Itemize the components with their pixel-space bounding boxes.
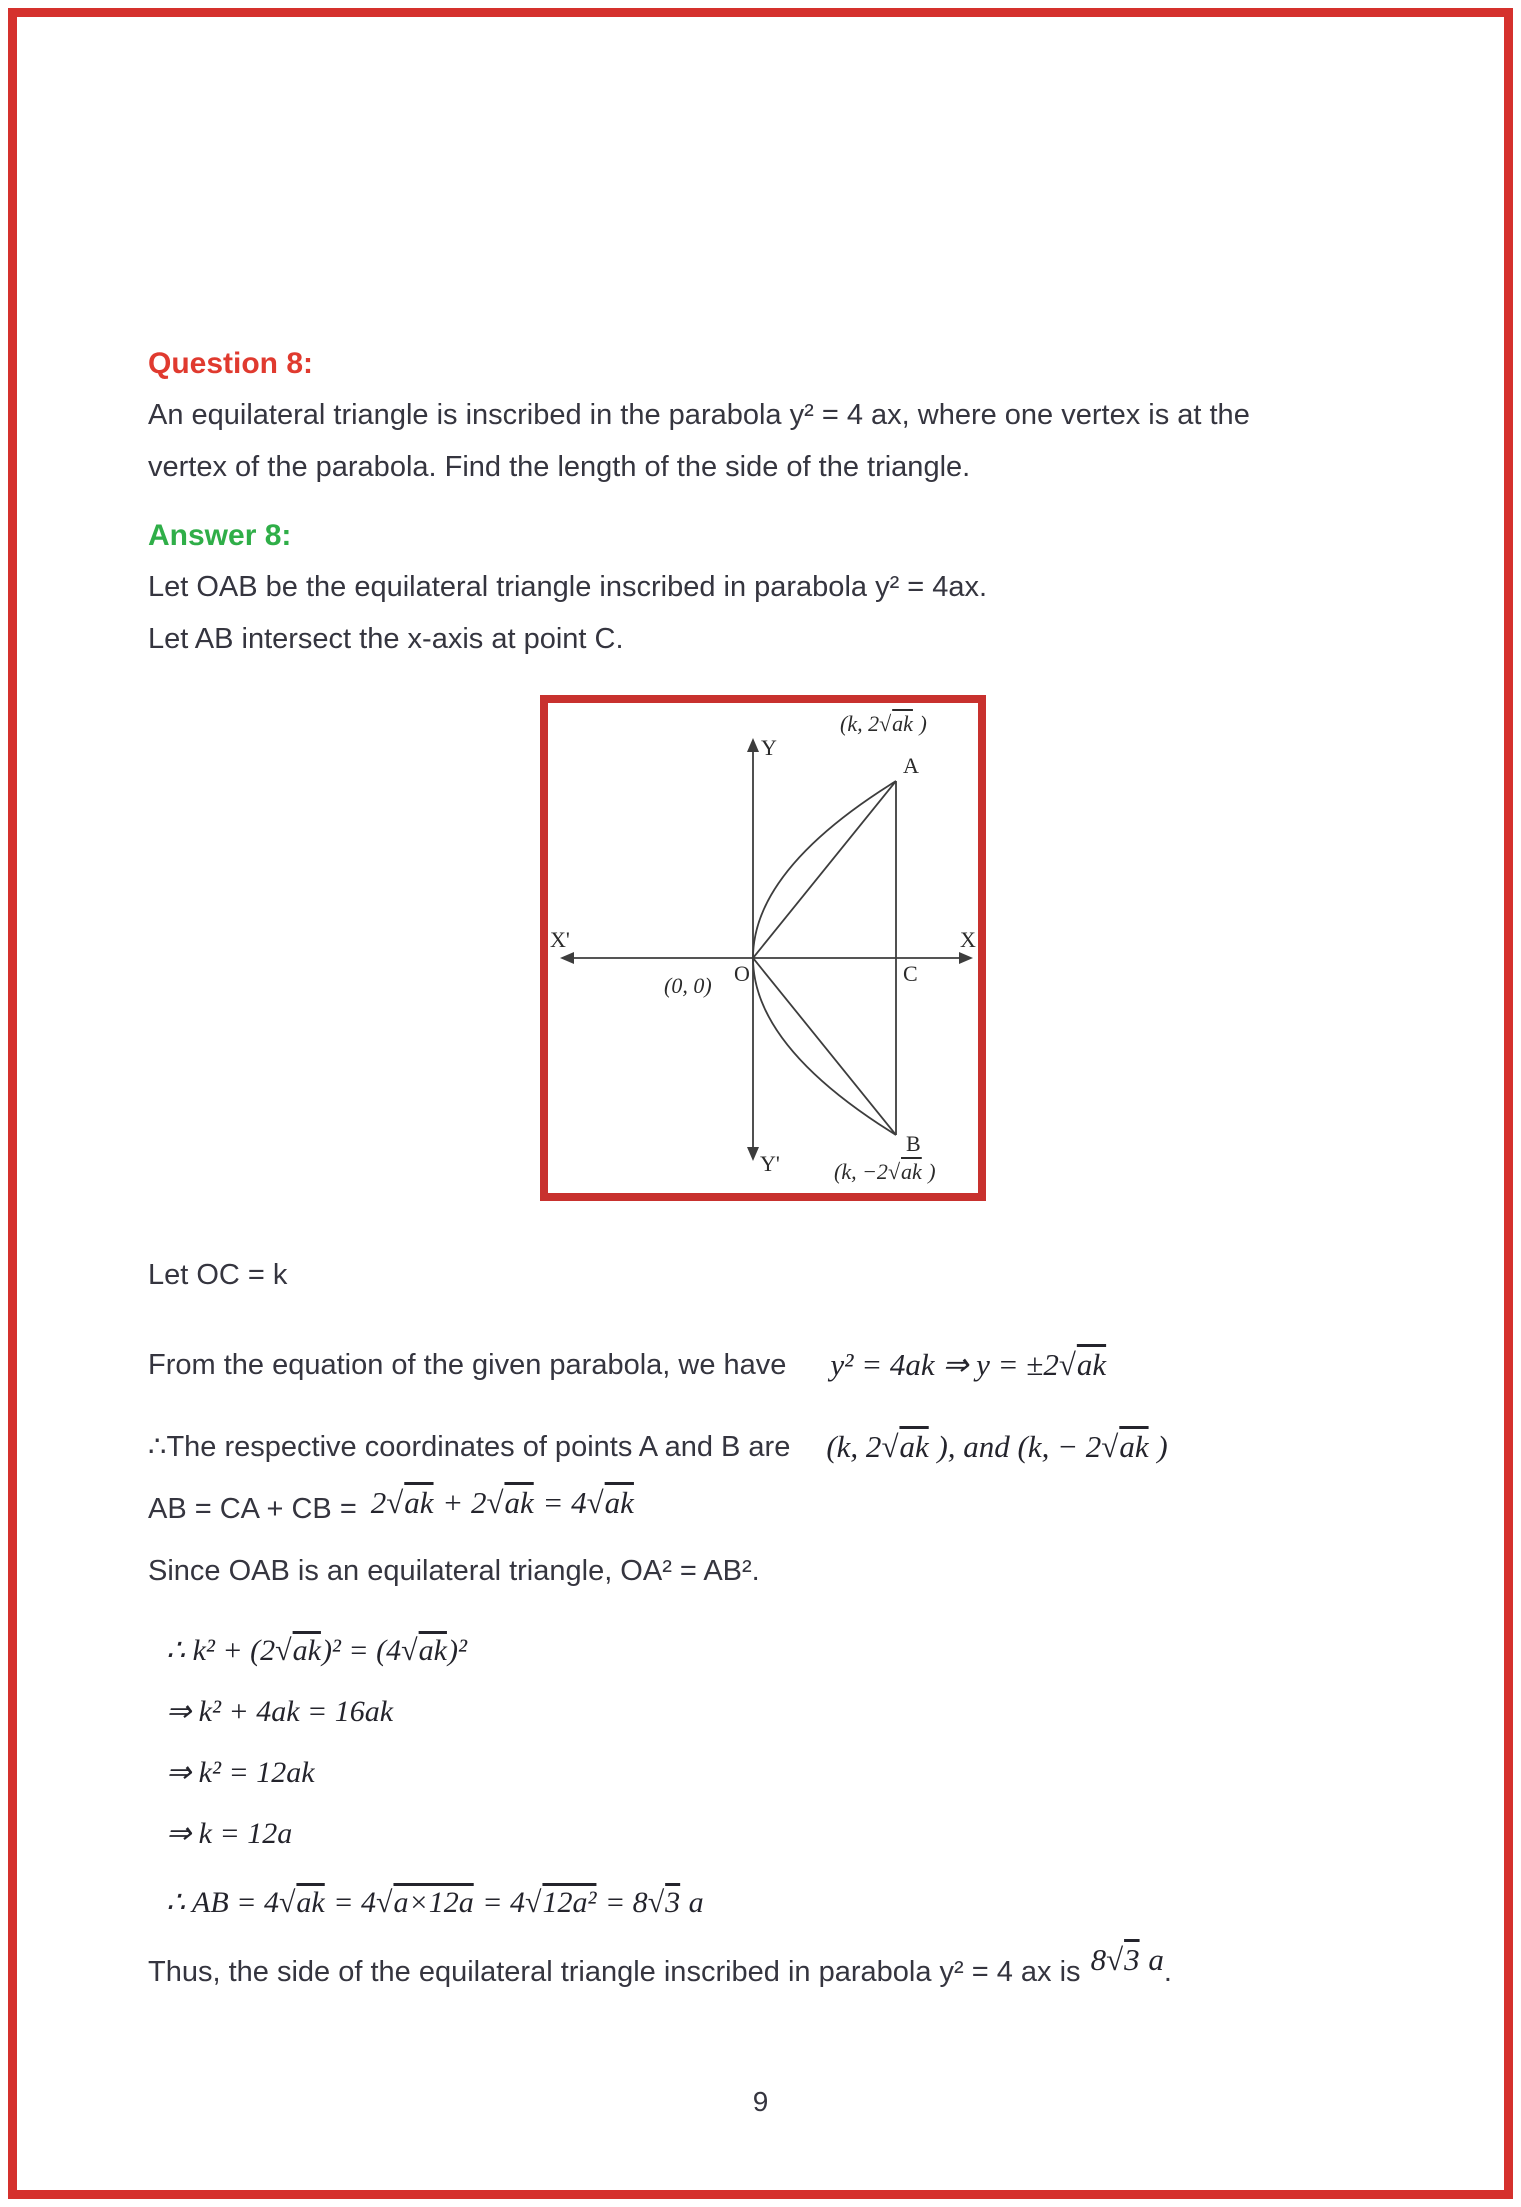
question-text-line2: vertex of the parabola. Find the length of the side of the triangle.	[148, 451, 971, 483]
conclusion-text: Thus, the side of the equilateral triangle inscribed in parabola y² = 4 ax is	[148, 1956, 1081, 1988]
derivation-steps	[148, 1633, 1378, 1920]
derivation-step: ∴ k² + (2√ak)² = (4√ak)²	[166, 1634, 467, 1667]
question-label: Question 8:	[148, 347, 314, 380]
origin-label: O	[734, 961, 750, 986]
x-left-arrowhead-icon	[560, 952, 574, 964]
conclusion-math: 8√3 a	[1090, 1942, 1164, 1977]
derivation-step: ⇒ k² + 4ak = 16ak	[166, 1695, 394, 1728]
derivation-step: ⇒ k² = 12ak	[166, 1756, 315, 1789]
point-b-coordinates-label: (k, −2√ak )	[834, 1159, 936, 1184]
let-oc-text: Let OC = k	[148, 1259, 288, 1291]
parabola-figure	[540, 695, 986, 1201]
y-bottom-arrowhead-icon	[747, 1147, 759, 1161]
point-b-label: B	[906, 1131, 921, 1156]
y-axis-label: Y	[761, 735, 777, 760]
point-c-label: C	[903, 961, 918, 986]
derivation-step: ∴ AB = 4√ak = 4√a×12a = 4√12a² = 8√3 a	[166, 1886, 704, 1919]
page-content	[17, 17, 1504, 1998]
triangle-side-oa	[753, 781, 896, 958]
coordinates-text: ∴The respective coordinates of points A and B are	[148, 1431, 791, 1463]
conclusion-period: .	[1163, 1956, 1172, 1988]
ab-length-text: AB = CA + CB =	[148, 1493, 357, 1525]
answer-label: Answer 8:	[148, 519, 292, 552]
triangle-side-ob	[753, 958, 896, 1135]
ab-length-math: 2√ak + 2√ak = 4√ak	[370, 1485, 634, 1520]
ab-length-row	[148, 1483, 1378, 1535]
origin-coordinates-label: (0, 0)	[664, 973, 712, 998]
document-page	[8, 8, 1513, 2199]
y-top-arrowhead-icon	[747, 738, 759, 752]
page-number: 9	[752, 2086, 769, 2117]
point-a-coordinates-label: (k, 2√ak )	[840, 711, 927, 736]
x-prime-axis-label: X'	[550, 927, 570, 952]
question-text-line1: An equilateral triangle is inscribed in the parabola y² = 4 ax, where one vertex is at the	[148, 399, 1250, 431]
from-equation-row	[148, 1339, 1378, 1391]
x-axis-label: X	[960, 927, 976, 952]
since-equilateral-text: Since OAB is an equilateral triangle, OA² = AB².	[148, 1555, 760, 1587]
coordinates-math: (k, 2√ak ), and (k, − 2√ak )	[826, 1429, 1168, 1464]
from-equation-text: From the equation of the given parabola, we have	[148, 1349, 787, 1381]
answer-text-line1: Let OAB be the equilateral triangle inscribed in parabola y² = 4ax.	[148, 571, 988, 603]
from-equation-math: y² = 4ak ⇒ y = ±2√ak	[830, 1347, 1107, 1382]
x-right-arrowhead-icon	[959, 952, 973, 964]
coordinates-row	[148, 1421, 1378, 1473]
conclusion-row	[148, 1942, 1378, 1998]
y-prime-axis-label: Y'	[760, 1151, 780, 1176]
answer-text-line2: Let AB intersect the x-axis at point C.	[148, 623, 624, 655]
derivation-step: ⇒ k = 12a	[166, 1817, 293, 1850]
point-a-label: A	[903, 753, 919, 778]
